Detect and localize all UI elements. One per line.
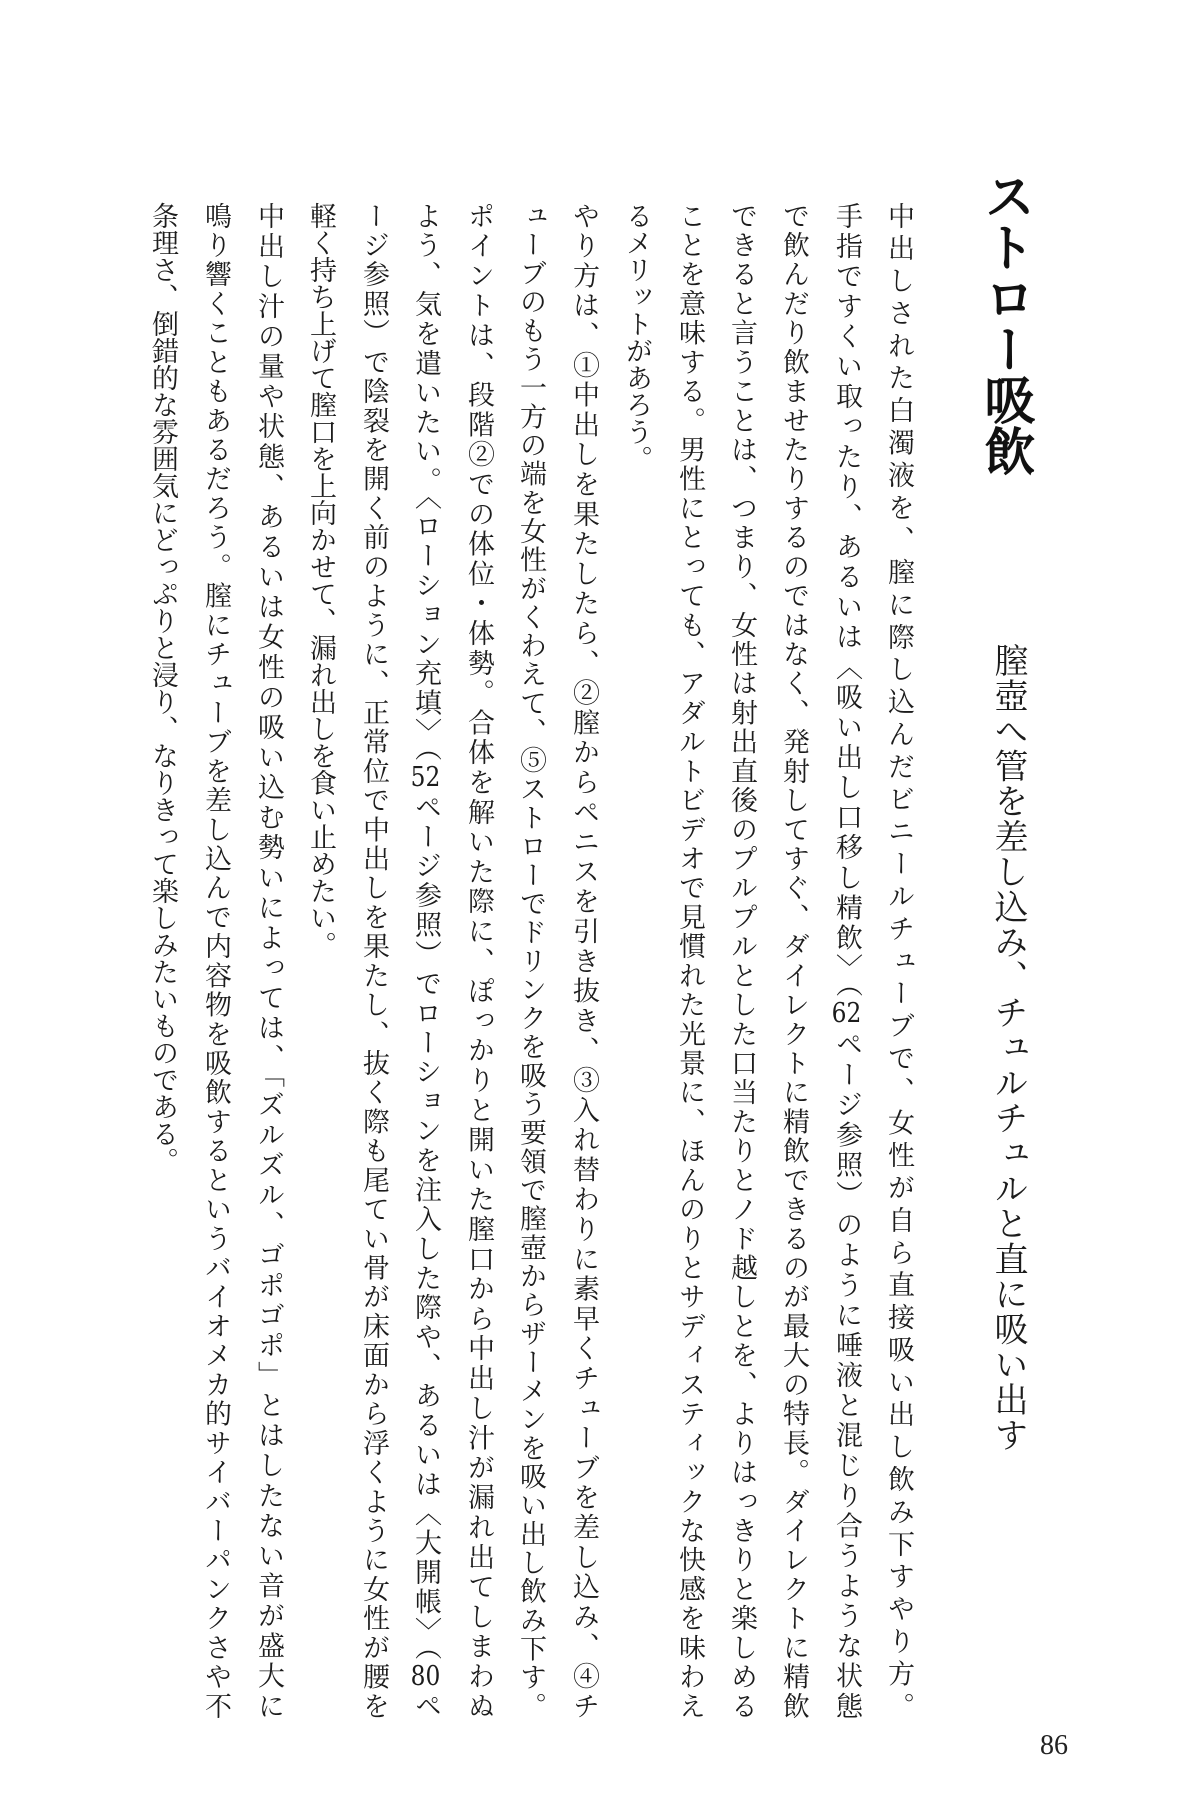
body-line: 軽く持ち上げて膣口を上向かせて、漏れ出しを食い止めたい。 <box>305 202 336 958</box>
body-line: 条理さ、倒錯的な雰囲気にどっぷりと浸り、なりきって楽しみたいものである。 <box>147 202 178 1174</box>
body-line: 鳴り響くこともあるだろう。膣にチューブを差し込んで内容物を吸飲するというバイオメカ的サイバーパンクさや不 <box>200 202 231 1720</box>
body-line: 中出しされた白濁液を、膣に際し込んだビニールチューブで、女性が自ら直接吸い出し飲み下すやり方。 <box>883 202 914 1720</box>
body-line: ューブのもう一方の端を女性がくわえて、⑤ストローでドリンクを吸う要領で膣壺からザーメンを吸い出し飲み下す。 <box>515 202 546 1719</box>
body-line: ポイントは、段階②での体位・体勢。合体を解いた際に、ぽっかりと開いた膣口から中出し汁が漏れ出てしまわぬ <box>463 202 494 1720</box>
article-title: ストロー吸飲 <box>975 170 1034 476</box>
body-line: で飲んだり飲ませたりするのではなく、発射してすぐ、ダイレクトに精飲できるのが最大の特長。ダイレクトに精飲 <box>778 202 809 1719</box>
body-line: ことを意味する。男性にとっても、アダルトビデオで見慣れた光景に、ほんのりとサディスティックな快感を味わえ <box>674 202 705 1720</box>
page-number: 86 <box>1040 1730 1068 1761</box>
article-subtitle: 膣壺へ管を差し込み、チュルチュルと直に吸い出す <box>988 643 1028 1453</box>
body-line: るメリットがあろう。 <box>621 202 652 472</box>
body-line: よう、気を遣いたい。〈ローション充填〉（52ページ参照）でローションを注入した際や、あるいは〈大開帳〉（80ペ <box>410 202 441 1719</box>
body-line: ージ参照）で陰裂を開く前のように、正常位で中出しを果たし、抜く際も尾てい骨が床面から浮くように女性が腰を <box>358 202 389 1720</box>
body-line: 中出し汁の量や状態、あるいは女性の吸い込む勢いによっては、「ズルズル、ゴポゴポ」とはしたない音が盛大に <box>253 202 284 1719</box>
body-line: できると言うことは、つまり、女性は射出直後のプルプルとした口当たりとノド越しとを、よりはっきりと楽しめる <box>726 202 757 1719</box>
body-line: やり方は、①中出しを果たしたら、②膣からペニスを引き抜き、③入れ替わりに素早くチューブを差し込み、④チ <box>568 202 599 1720</box>
body-line: 手指ですくい取ったり、あるいは〈吸い出し口移し精飲〉（62ページ参照）のように唾液と混じり合うような状態 <box>831 202 862 1719</box>
